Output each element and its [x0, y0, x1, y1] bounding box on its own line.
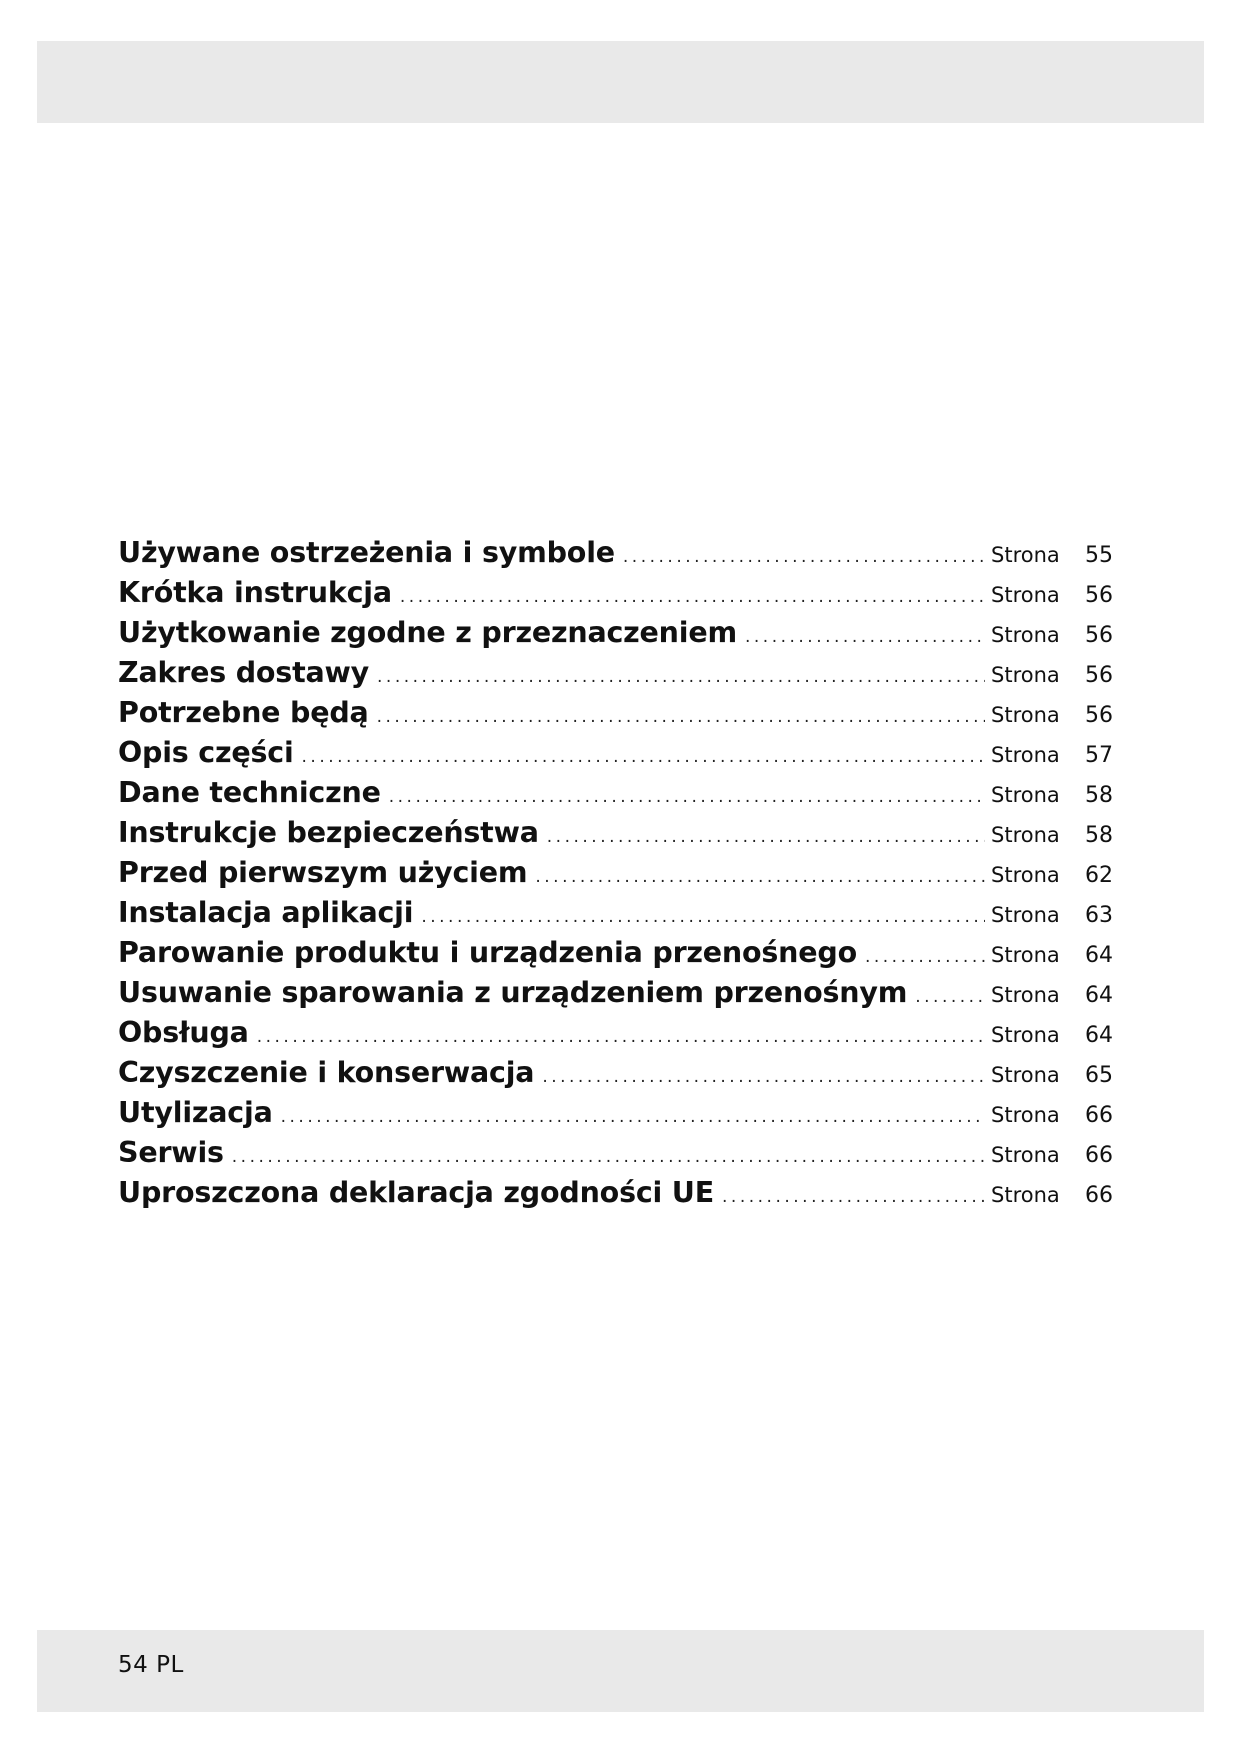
toc-dot-leader — [547, 827, 985, 847]
toc-page-label: Strona — [991, 543, 1060, 567]
toc-page-label: Strona — [991, 943, 1060, 967]
table-of-contents — [118, 536, 1113, 1216]
toc-entry-title: Czyszczenie i konserwacja — [118, 1056, 535, 1089]
toc-page-number: 66 — [1085, 1143, 1113, 1168]
toc-entry-title: Utylizacja — [118, 1096, 273, 1129]
toc-entry-title: Opis części — [118, 736, 294, 769]
toc-page-number: 64 — [1085, 983, 1113, 1008]
toc-page-label: Strona — [991, 743, 1060, 767]
toc-entry-title: Użytkowanie zgodne z przeznaczeniem — [118, 616, 737, 649]
toc-entry-title: Uproszczona deklaracja zgodności UE — [118, 1176, 715, 1209]
toc-entry-title: Instrukcje bezpieczeństwa — [118, 816, 539, 849]
toc-entry-title: Używane ostrzeżenia i symbole — [118, 536, 615, 569]
toc-dot-leader — [915, 987, 985, 1007]
toc-entry-title: Serwis — [118, 1136, 224, 1169]
toc-dot-leader — [232, 1147, 985, 1167]
toc-entry-title: Dane techniczne — [118, 776, 381, 809]
toc-page-number: 56 — [1085, 663, 1113, 688]
toc-dot-leader — [535, 867, 985, 887]
toc-entry-eu-declaration[interactable] — [118, 1176, 1113, 1216]
toc-page-number: 56 — [1085, 583, 1113, 608]
toc-page-number: 56 — [1085, 623, 1113, 648]
toc-page-label: Strona — [991, 903, 1060, 927]
toc-page-label: Strona — [991, 1063, 1060, 1087]
toc-page-number: 62 — [1085, 863, 1113, 888]
toc-page-label: Strona — [991, 863, 1060, 887]
toc-page-number: 55 — [1085, 543, 1113, 568]
toc-page-label: Strona — [991, 783, 1060, 807]
header-band — [37, 41, 1204, 123]
toc-entry-pairing[interactable] — [118, 936, 1113, 976]
toc-entry-technical-data[interactable] — [118, 776, 1113, 816]
toc-dot-leader — [623, 547, 985, 567]
toc-entry-required[interactable] — [118, 696, 1113, 736]
toc-page-number: 58 — [1085, 823, 1113, 848]
toc-dot-leader — [257, 1027, 985, 1047]
toc-page-label: Strona — [991, 983, 1060, 1007]
footer-band — [37, 1630, 1204, 1712]
toc-page-number: 64 — [1085, 1023, 1113, 1048]
toc-entry-title: Zakres dostawy — [118, 656, 370, 689]
toc-dot-leader — [377, 667, 985, 687]
toc-page-label: Strona — [991, 583, 1060, 607]
toc-entry-cleaning-maintenance[interactable] — [118, 1056, 1113, 1096]
toc-page-label: Strona — [991, 1023, 1060, 1047]
toc-dot-leader — [542, 1067, 985, 1087]
toc-page-number: 56 — [1085, 703, 1113, 728]
toc-entry-quick-guide[interactable] — [118, 576, 1113, 616]
toc-page-label: Strona — [991, 663, 1060, 687]
toc-dot-leader — [865, 947, 985, 967]
toc-entry-title: Parowanie produktu i urządzenia przenośnego — [118, 936, 857, 969]
toc-entry-service[interactable] — [118, 1136, 1113, 1176]
toc-entry-disposal[interactable] — [118, 1096, 1113, 1136]
toc-entry-safety-instructions[interactable] — [118, 816, 1113, 856]
toc-dot-leader — [745, 627, 985, 647]
toc-entry-title: Krótka instrukcja — [118, 576, 392, 609]
toc-page-label: Strona — [991, 1103, 1060, 1127]
toc-entry-app-installation[interactable] — [118, 896, 1113, 936]
toc-page-number: 63 — [1085, 903, 1113, 928]
toc-dot-leader — [400, 587, 985, 607]
toc-entry-before-first-use[interactable] — [118, 856, 1113, 896]
toc-page-label: Strona — [991, 703, 1060, 727]
toc-dot-leader — [722, 1187, 985, 1207]
toc-page-number: 64 — [1085, 943, 1113, 968]
toc-page-number: 65 — [1085, 1063, 1113, 1088]
toc-page-number: 57 — [1085, 743, 1113, 768]
toc-entry-unpairing[interactable] — [118, 976, 1113, 1016]
toc-dot-leader — [302, 747, 985, 767]
toc-entry-operation[interactable] — [118, 1016, 1113, 1056]
toc-entry-warnings-symbols[interactable] — [118, 536, 1113, 576]
toc-entry-title: Usuwanie sparowania z urządzeniem przenośnym — [118, 976, 908, 1009]
toc-entry-scope-of-delivery[interactable] — [118, 656, 1113, 696]
toc-entry-title: Instalacja aplikacji — [118, 896, 414, 929]
toc-dot-leader — [421, 907, 985, 927]
toc-page-number: 66 — [1085, 1183, 1113, 1208]
toc-page-label: Strona — [991, 1183, 1060, 1207]
toc-entry-parts-description[interactable] — [118, 736, 1113, 776]
toc-page-number: 58 — [1085, 783, 1113, 808]
toc-page-number: 66 — [1085, 1103, 1113, 1128]
toc-entry-title: Przed pierwszym użyciem — [118, 856, 528, 889]
page-number-label: 54 PL — [118, 1652, 184, 1678]
toc-entry-title: Potrzebne będą — [118, 696, 369, 729]
toc-entry-intended-use[interactable] — [118, 616, 1113, 656]
toc-page-label: Strona — [991, 823, 1060, 847]
toc-dot-leader — [389, 787, 985, 807]
toc-page-label: Strona — [991, 1143, 1060, 1167]
toc-entry-title: Obsługa — [118, 1016, 249, 1049]
toc-page-label: Strona — [991, 623, 1060, 647]
toc-dot-leader — [377, 707, 985, 727]
toc-dot-leader — [281, 1107, 985, 1127]
